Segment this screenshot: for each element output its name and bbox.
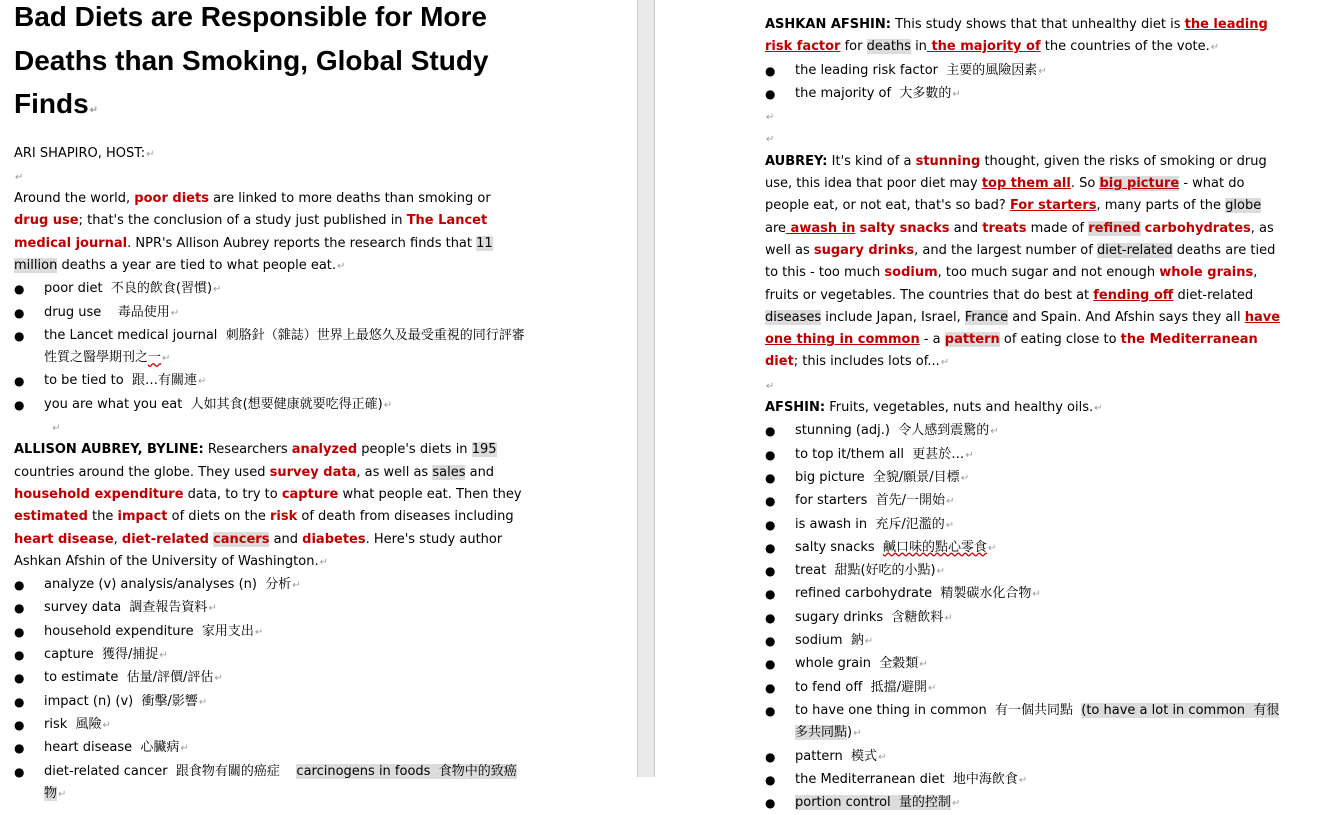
list-item: ● whole grain 全穀類↵ xyxy=(765,653,1281,676)
paragraph-afshin-2: AFSHIN: Fruits, vegetables, nuts and healthy oils.↵ xyxy=(765,400,1103,416)
list-item: ● the Lancet medical journal 刺胳針（雜誌）世界上最悠久及最受重視的同行評審性質之醫學期刊之一↵ xyxy=(14,325,529,371)
list-item: ● you are what you eat 人如其食(想要健康就要吃得正確)↵ xyxy=(14,394,529,417)
list-item: ● refined carbohydrate 精製碳水化合物↵ xyxy=(765,583,1281,606)
document-title: Bad Diets are Responsible for More Deaths than Smoking, Global Study Finds↵ xyxy=(14,1,489,119)
list-item: ● capture 獲得/捕捉↵ xyxy=(14,644,529,667)
list-item: ● big picture 全貌/願景/目標↵ xyxy=(765,467,1281,490)
blank-line: ↵ xyxy=(766,380,775,392)
list-item: ● the majority of 大多數的↵ xyxy=(765,83,1281,106)
paragraph-afshin: ASHKAN AFSHIN: This study shows that that unhealthy diet is the leading risk factor for deaths in the majority of the countries of the vote.↵ xyxy=(765,17,1268,55)
list-item: ● impact (n) (v) 衝擊/影響↵ xyxy=(14,691,529,714)
list-item: ● diet-related cancer 跟食物有關的癌症 carcinogens in foods 食物中的致癌物↵ xyxy=(14,761,529,807)
paragraph-aubrey-2: AUBREY: It's kind of a stunning thought, given the risks of smoking or drug use, this idea that poor diet may top them all. So big picture - what do people eat, or not eat, that's so bad? For starters, many parts of the globe are awash in salty snacks and treats made of refined carbohydrates, as well as sugary drinks, and the largest number of diet-related deaths are tied to this - too much sodium, too much sugar and not enough whole grains, fruits or vegetables. The countries that do best at fending off diet-related diseases include Japan, Israel, France and Spain. And Afshin says they all have one thing in common - a pattern of eating close to the Mediterranean diet; this includes lots of...↵ xyxy=(765,153,1281,370)
list-item: ● drug use 毒品使用↵ xyxy=(14,302,529,325)
list-item: ● salty snacks 鹹口味的點心零食↵ xyxy=(765,537,1281,560)
list-item: ● survey data 調查報告資料↵ xyxy=(14,597,529,620)
document-page-right[interactable] xyxy=(655,0,1324,811)
list-item: ● the leading risk factor 主要的風險因素↵ xyxy=(765,60,1281,83)
paragraph-intro: Around the world, poor diets are linked to more deaths than smoking or drug use; that's the conclusion of a study just published in The Lancet medical journal. NPR's Allison Aubrey reports the research finds that 11 million deaths a year are tied to what people eat.↵ xyxy=(14,191,493,273)
list-item: ● sodium 鈉↵ xyxy=(765,630,1281,653)
vocab-list-4 xyxy=(765,420,1281,815)
list-item: ● sugary drinks 含糖飲料↵ xyxy=(765,607,1281,630)
vocab-list-2 xyxy=(14,574,529,806)
list-item: ● to be tied to 跟…有關連↵ xyxy=(14,370,529,393)
list-item: ● is awash in 充斥/氾濫的↵ xyxy=(765,514,1281,537)
blank-line: ↵ xyxy=(52,423,61,435)
page-content xyxy=(765,14,1281,815)
list-item: ● to top it/them all 更甚於…↵ xyxy=(765,444,1281,467)
blank-line: ↵ xyxy=(766,134,775,146)
list-item: ● to fend off 抵擋/避開↵ xyxy=(765,677,1281,700)
list-item: ● treat 甜點(好吃的小點)↵ xyxy=(765,560,1281,583)
document-page-left[interactable] xyxy=(0,0,637,801)
vocab-list-1 xyxy=(14,278,529,417)
list-item: ● pattern 模式↵ xyxy=(765,746,1281,769)
list-item: ● the Mediterranean diet 地中海飲食↵ xyxy=(765,769,1281,792)
blank-line: ↵ xyxy=(15,171,24,183)
list-item: ● stunning (adj.) 令人感到震驚的↵ xyxy=(765,420,1281,443)
host-line: ARI SHAPIRO, HOST:↵ xyxy=(14,145,155,161)
paragraph-aubrey: ALLISON AUBREY, BYLINE: Researchers analyzed people's diets in 195 countries around the globe. They used survey data, as well as sales and household expenditure data, to try to capture what people eat. Then they estimated the impact of diets on the risk of death from diseases including heart disease, diet-related cancers and diabetes. Here's study author Ashkan Afshin of the University of Washington.↵ xyxy=(14,442,522,569)
paragraph-mark: ↵ xyxy=(89,105,99,116)
page-gutter xyxy=(637,0,655,777)
list-item: ● portion control 量的控制↵ xyxy=(765,792,1281,815)
list-item: ● heart disease 心臟病↵ xyxy=(14,737,529,760)
list-item: ● for starters 首先/一開始↵ xyxy=(765,490,1281,513)
page-content xyxy=(14,0,529,806)
list-item: ● risk 風險↵ xyxy=(14,714,529,737)
blank-line: ↵ xyxy=(766,112,775,124)
list-item: ● analyze (v) analysis/analyses (n) 分析↵ xyxy=(14,574,529,597)
vocab-list-3 xyxy=(765,60,1281,107)
list-item: ● to have one thing in common 有一個共同點 (to have a lot in common 有很多共同點)↵ xyxy=(765,700,1281,746)
list-item: ● to estimate 估量/評價/評估↵ xyxy=(14,667,529,690)
list-item: ● household expenditure 家用支出↵ xyxy=(14,621,529,644)
list-item: ● poor diet 不良的飲食(習慣)↵ xyxy=(14,278,529,301)
